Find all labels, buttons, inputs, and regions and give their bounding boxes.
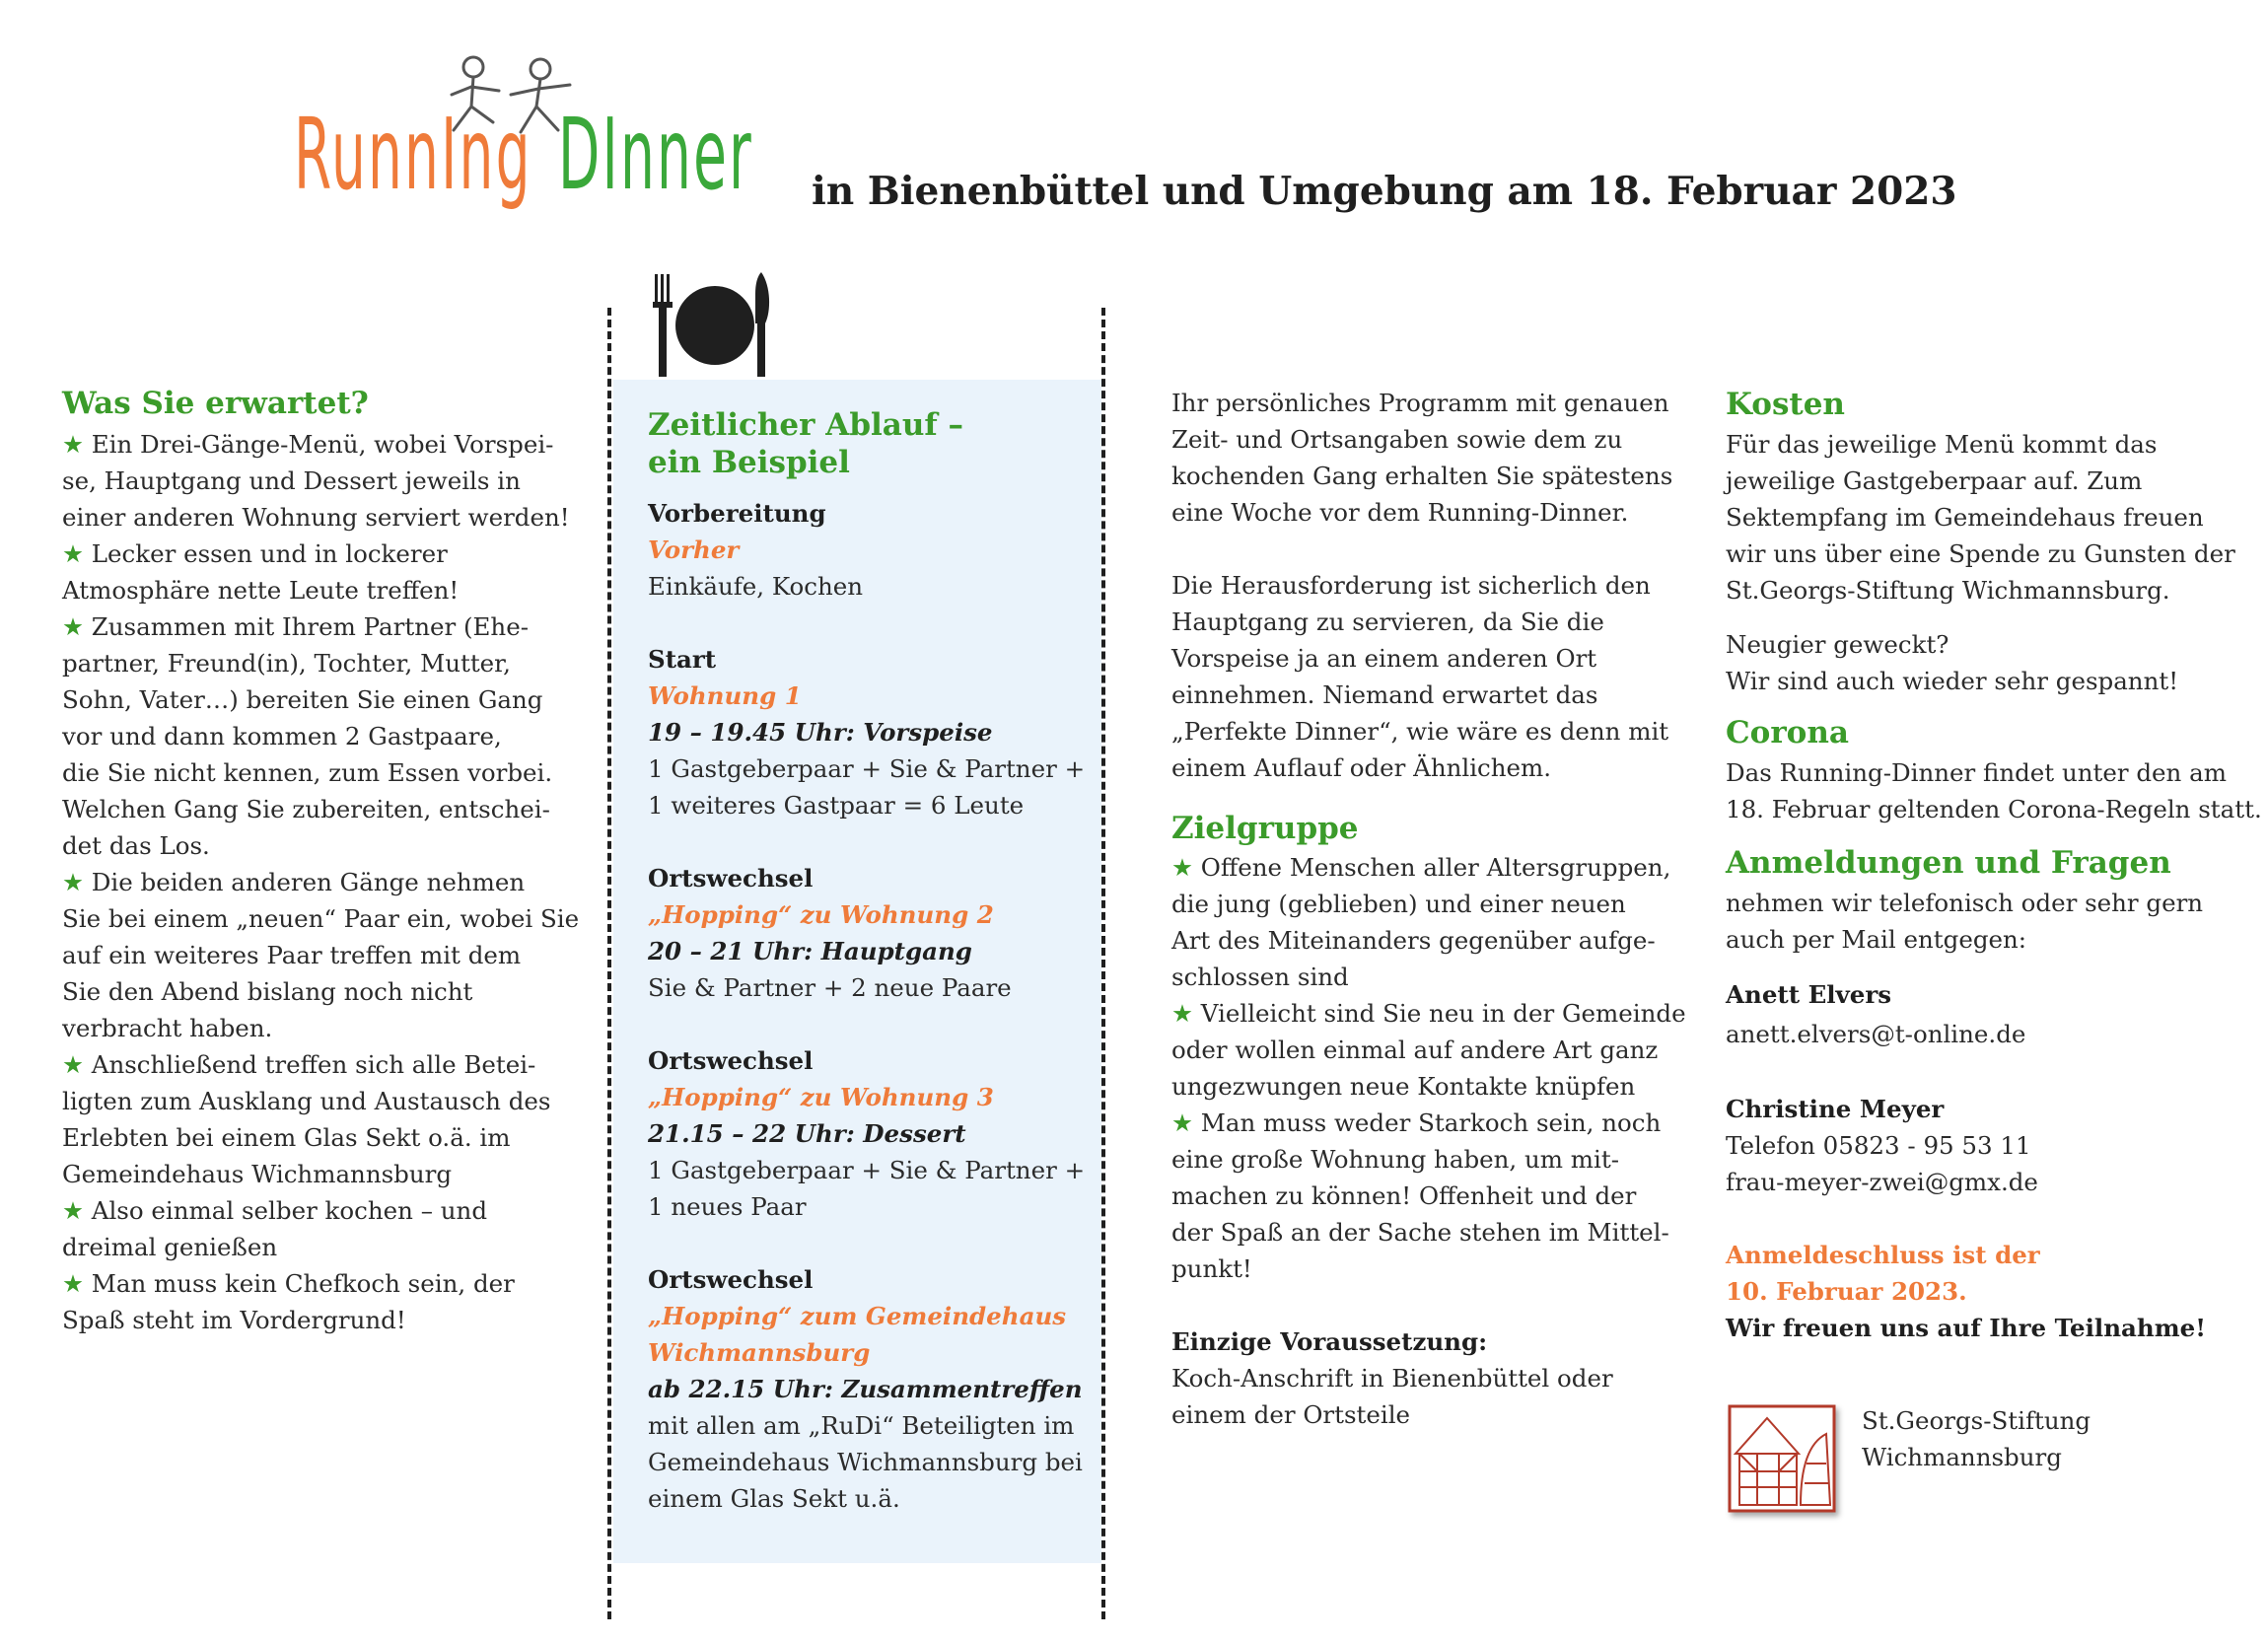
step-title: Ortswechsel [648,1046,814,1075]
step-time: 21.15 – 22 Uhr: Dessert [648,1119,966,1148]
schedule-text [648,495,1086,1517]
column-schedule [648,406,1086,1517]
text-line: Neugier geweckt? [1726,630,1949,659]
divider-right [1101,308,1105,1619]
step-subtitle: „Hopping“ zum Gemeindehaus [648,1302,1067,1330]
text-line: Für das jeweilige Menü kommt das [1726,430,2158,459]
text-line: ★ Vielleicht sind Sie neu in der Gemeinde [1171,999,1686,1028]
star-icon: ★ [62,1269,84,1298]
step-subtitle: „Hopping“ zu Wohnung 2 [648,900,994,929]
step-subtitle: „Hopping“ zu Wohnung 3 [648,1083,994,1111]
star-icon: ★ [62,539,84,568]
text-line: oder wollen einmal auf andere Art ganz [1171,1036,1659,1064]
text-line: Sektempfang im Gemeindehaus freuen [1726,503,2204,532]
step-subtitle: Wohnung 1 [648,681,802,710]
text-line: Spaß steht im Vordergrund! [62,1306,406,1334]
text-line: Wir sind auch wieder sehr gespannt! [1726,667,2179,695]
costs-text [1726,426,2258,608]
text-line: jeweilige Gastgeberpaar auf. Zum [1726,466,2143,495]
section-heading-registration: Anmeldungen und Fragen [1726,845,2171,881]
step-text: Sie & Partner + 2 neue Paare [648,973,1012,1002]
column-program [1171,385,1684,1433]
star-icon: ★ [62,612,84,641]
step-subtitle: Wichmannsburg [648,1338,871,1367]
target-group-text [1171,849,1684,1287]
text-line: ★ Lecker essen und in lockerer [62,539,448,568]
text-line: Art des Miteinanders gegenüber aufge- [1171,926,1656,955]
text-line: St.Georgs-Stiftung Wichmannsburg. [1726,576,2170,605]
text-line: Sie den Abend bislang noch nicht [62,977,473,1006]
text-line: verbracht haben. [62,1014,273,1042]
text-line: 18. Februar geltenden Corona-Regeln statt. [1726,795,2262,823]
column-expectations [62,381,580,1338]
text-line: wir uns über eine Spende zu Gunsten der [1726,539,2235,568]
step-text: Einkäufe, Kochen [648,572,864,601]
contact-2 [1726,1091,2258,1200]
divider-left [607,308,611,1619]
half-timbered-house-icon [1728,1404,1836,1513]
step-text: 1 Gastgeberpaar + Sie & Partner + [648,754,1086,783]
program-paragraph-1 [1171,385,1684,531]
step-text: 1 weiteres Gastpaar = 6 Leute [648,791,1025,820]
contact-name: Christine Meyer [1726,1095,1945,1123]
step-subtitle: Vorher [648,536,740,564]
section-heading-corona: Corona [1726,715,1849,750]
schedule-heading-line1: Zeitlicher Ablauf – [648,407,964,443]
text-line: Erlebten bei einem Glas Sekt o.ä. im [62,1123,511,1152]
text-line: einem Auflauf oder Ähnlichem. [1171,753,1552,782]
text-line: ★ Offene Menschen aller Altersgruppen, [1171,853,1671,882]
text-line: ★ Also einmal selber kochen – und [62,1196,488,1225]
deadline-line-1: Anmeldeschluss ist der [1726,1241,2040,1269]
star-icon: ★ [62,430,84,459]
step-text: Gemeindehaus Wichmannsburg bei [648,1448,1083,1476]
text-line: Gemeindehaus Wichmannsburg [62,1160,453,1188]
deadline-line-2: 10. Februar 2023. [1726,1277,1967,1306]
text-line: machen zu können! Offenheit und der [1171,1181,1637,1210]
text-line: dreimal genießen [62,1233,278,1261]
section-heading-costs: Kosten [1726,387,1845,422]
contact-phone: Telefon 05823 - 95 53 11 [1726,1131,2031,1160]
step-text: mit allen am „RuDi“ Beteiligten im [648,1411,1075,1440]
text-line: kochenden Gang erhalten Sie spätestens [1171,462,1673,490]
text-line: „Perfekte Dinner“, wie wäre es denn mit [1171,717,1669,746]
text-line: Die Herausforderung ist sicherlich den [1171,571,1651,600]
text-line: eine Woche vor dem Running-Dinner. [1171,498,1629,527]
step-title: Ortswechsel [648,864,814,893]
text-line: eine große Wohnung haben, um mit- [1171,1145,1619,1174]
step-text: 1 Gastgeberpaar + Sie & Partner + [648,1156,1086,1184]
expectations-text [62,426,580,1338]
text-line: se, Hauptgang und Dessert jeweils in [62,466,521,495]
text-line: die Sie nicht kennen, zum Essen vorbei. [62,758,553,787]
text-line: Zeit- und Ortsangaben sowie dem zu [1171,425,1623,454]
step-time: ab 22.15 Uhr: Zusammentreffen [648,1375,1083,1403]
logo [294,39,807,237]
text-line: die jung (geblieben) und einer neuen [1171,890,1626,918]
text-line: ★ Ein Drei-Gänge-Menü, wobei Vorspei- [62,430,554,459]
section-heading-target-group: Zielgruppe [1171,811,1359,846]
contact-email[interactable]: frau-meyer-zwei@gmx.de [1726,1168,2038,1196]
text-line: Welchen Gang Sie zubereiten, entschei- [62,795,550,823]
thanks-line: Wir freuen uns auf Ihre Teilnahme! [1726,1314,2206,1342]
foundation-line-2: Wichmannsburg [1862,1443,2062,1471]
text-line: Hauptgang zu servieren, da Sie die [1171,607,1604,636]
text-line: ligten zum Ausklang und Austausch des [62,1087,551,1115]
text-line: auf ein weiteres Paar treffen mit dem [62,941,522,969]
text-line: ★ Anschließend treffen sich alle Betei- [62,1050,536,1079]
text-line: Ihr persönliches Programm mit genauen [1171,389,1669,417]
text-line: ★ Man muss weder Starkoch sein, noch [1171,1108,1662,1137]
step-title: Vorbereitung [648,499,826,528]
foundation-line-1: St.Georgs-Stiftung [1862,1406,2091,1435]
text-line: Vorspeise ja an einem anderen Ort [1171,644,1597,673]
star-icon: ★ [62,1196,84,1225]
text-line: ★ Man muss kein Chefkoch sein, der [62,1269,515,1298]
contact-email[interactable]: anett.elvers@t-online.de [1726,1020,2026,1048]
text-line: vor und dann kommen 2 Gastpaare, [62,722,502,750]
logo-dinner: DInner [558,97,753,212]
contact-1 [1726,975,2258,1054]
schedule-heading [648,406,1082,481]
schedule-heading-line2: ein Beispiel [648,445,850,480]
requirement-block [1171,1323,1684,1433]
text-line: der Spaß an der Sache stehen im Mittel- [1171,1218,1669,1247]
step-title: Ortswechsel [648,1265,814,1294]
foundation-name [1862,1402,2091,1475]
star-icon: ★ [62,868,84,896]
logo-running: RunnIng [294,97,532,212]
star-icon: ★ [1171,853,1193,882]
step-title: Start [648,645,717,674]
step-time: 20 – 21 Uhr: Hauptgang [648,937,972,965]
text-line: Sohn, Vater…) bereiten Sie einen Gang [62,685,543,714]
requirement-line: Koch-Anschrift in Bienenbüttel oder [1171,1364,1613,1393]
text-line: einnehmen. Niemand erwartet das [1171,680,1598,709]
text-line: Das Running-Dinner findet unter den am [1726,758,2227,787]
requirement-title: Einzige Voraussetzung: [1171,1327,1488,1356]
curious-text [1726,626,2258,699]
text-line: einer anderen Wohnung serviert werden! [62,503,570,532]
column-info [1726,383,2262,1346]
step-text: 1 neues Paar [648,1192,807,1221]
fork-plate-knife-icon [651,270,774,379]
text-line: det das Los. [62,831,210,860]
text-line: auch per Mail entgegen: [1726,925,2027,954]
star-icon: ★ [1171,1108,1193,1137]
step-time: 19 – 19.45 Uhr: Vorspeise [648,718,993,747]
text-line: ★ Zusammen mit Ihrem Partner (Ehe- [62,612,529,641]
text-line: Atmosphäre nette Leute treffen! [62,576,460,605]
requirement-line: einem der Ortsteile [1171,1400,1411,1429]
text-line: nehmen wir telefonisch oder sehr gern [1726,889,2204,917]
text-line: ungezwungen neue Kontakte knüpfen [1171,1072,1636,1101]
section-heading-expectations: Was Sie erwartet? [62,386,369,421]
text-line: schlossen sind [1171,963,1349,991]
star-icon: ★ [1171,999,1193,1028]
star-icon: ★ [62,1050,84,1079]
program-paragraph-2 [1171,567,1684,786]
step-text: einem Glas Sekt u.ä. [648,1484,900,1513]
registration-text [1726,885,2258,958]
text-line: ★ Die beiden anderen Gänge nehmen [62,868,526,896]
text-line: punkt! [1171,1254,1252,1283]
contact-name: Anett Elvers [1726,980,1892,1009]
text-line: Sie bei einem „neuen“ Paar ein, wobei Sie [62,904,580,933]
deadline-block [1726,1237,2258,1346]
page-headline: in Bienenbüttel und Umgebung am 18. Februar 2023 [812,169,1957,214]
corona-text [1726,754,2262,827]
text-line: partner, Freund(in), Tochter, Mutter, [62,649,511,678]
